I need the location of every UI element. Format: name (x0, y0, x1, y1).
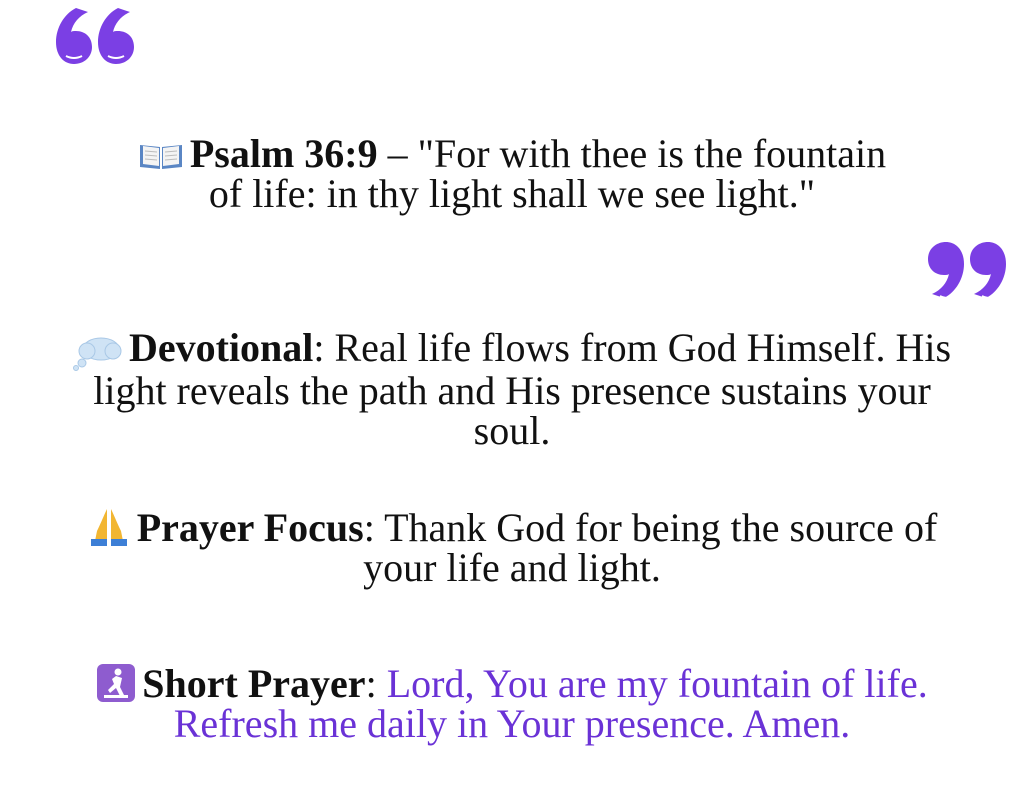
folded-hands-icon (87, 507, 131, 547)
psalm-separator: – (377, 131, 418, 176)
short-prayer-line-1 (40, 663, 984, 704)
devotional-text-line-1: : Real life flows from God Himself. His (313, 325, 952, 370)
prayer-focus-text-line-2: your life and light. (363, 545, 661, 590)
short-prayer-label: Short Prayer (142, 661, 366, 706)
open-book-icon (138, 141, 184, 171)
short-prayer-text-line-1: Lord, You are my fountain of life. (386, 661, 928, 706)
psalm-text-line-2: of life: in thy light shall we see light." (208, 171, 816, 216)
devotional-line-1 (40, 325, 984, 371)
prayer-focus-line-1 (40, 507, 984, 548)
thought-balloon-icon (73, 335, 123, 371)
prayer-focus-label: Prayer Focus (136, 505, 364, 550)
short-prayer-colon: : (365, 661, 387, 706)
psalm-text-line-1: "For with thee is the fountain (417, 131, 887, 176)
devotional-label: Devotional (128, 325, 314, 370)
place-of-worship-icon (96, 663, 136, 703)
psalm-reference: Psalm 36:9 (189, 131, 378, 176)
devotional-text-line-3: soul. (473, 408, 551, 453)
devotional-text-line-2: light reveals the path and His presence sustains your (93, 368, 931, 413)
opening-quotation-icon (54, 0, 146, 70)
devotional-paragraph (40, 325, 984, 453)
prayer-focus-paragraph (40, 507, 984, 588)
closing-quotation-icon (916, 236, 1008, 306)
psalm-verse (40, 131, 984, 216)
short-prayer-text-line-2: Refresh me daily in Your presence. Amen. (173, 701, 851, 746)
short-prayer-paragraph (40, 663, 984, 744)
psalm-line-1 (40, 131, 984, 176)
prayer-focus-text-line-1: : Thank God for being the source of (363, 505, 938, 550)
